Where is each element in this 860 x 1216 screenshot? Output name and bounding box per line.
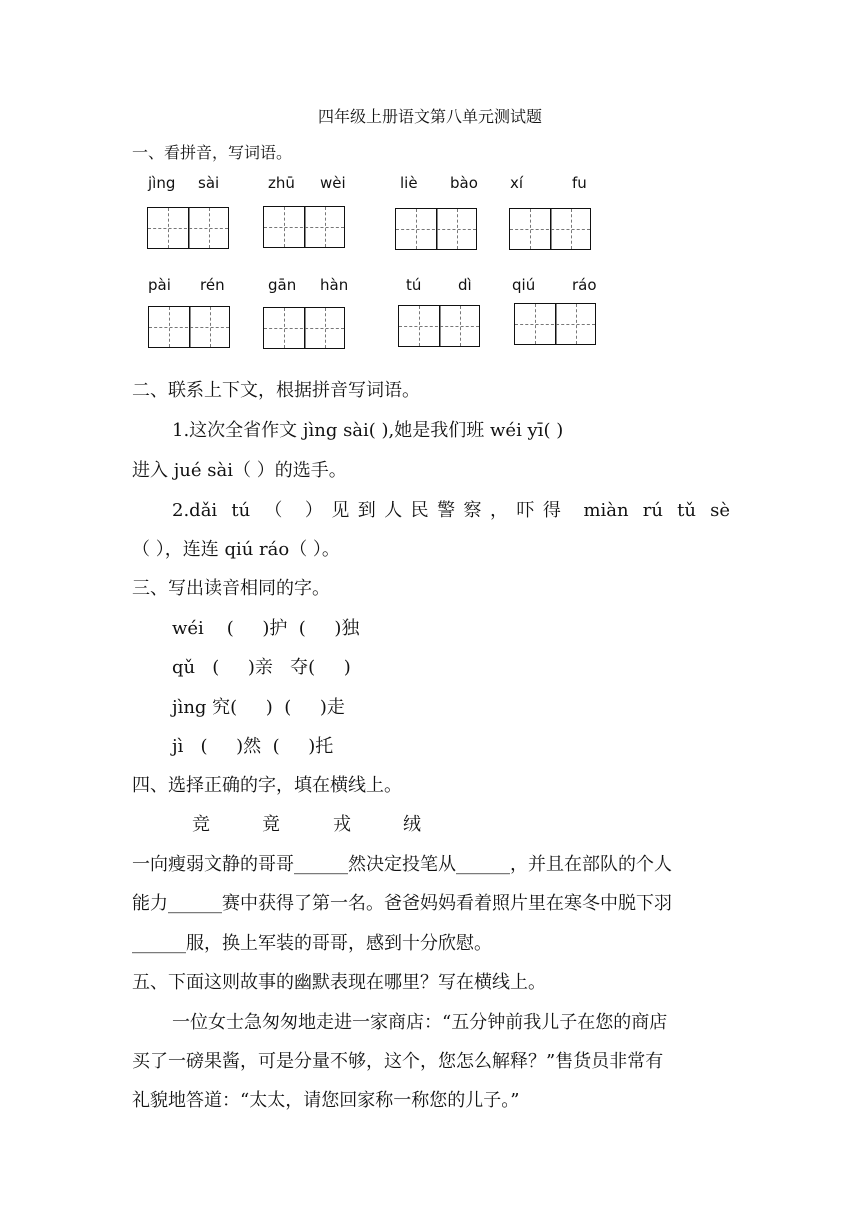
pinyin: pài [148, 276, 171, 294]
pinyin: jìng [148, 174, 176, 192]
section-2-heading: 二、联系上下文，根据拼音写词语。 [132, 380, 420, 401]
homophone-line: wéi ( )护 ( )独 [172, 618, 360, 639]
pinyin: sài [198, 174, 220, 192]
writing-grid[interactable] [263, 307, 345, 349]
writing-grid[interactable] [398, 305, 480, 347]
pinyin: ráo [572, 276, 597, 294]
section-4-heading: 四、选择正确的字，填在横线上。 [132, 775, 402, 796]
writing-grid[interactable] [395, 208, 477, 250]
paragraph-line: 能力______赛中获得了第一名。爸爸妈妈看着照片里在寒冬中脱下羽 [132, 893, 672, 914]
question-2-2-line-2: （ ），连连 qiú ráo（ ）。 [132, 539, 340, 560]
pinyin: tú [406, 276, 422, 294]
paragraph-line: ______服，换上军装的哥哥，感到十分欣慰。 [132, 933, 492, 954]
section-5-heading: 五、下面这则故事的幽默表现在哪里？写在横线上。 [132, 972, 546, 993]
pinyin: bào [450, 174, 478, 192]
section-3-heading: 三、写出读音相同的字。 [132, 578, 330, 599]
choice-char: 竞 [192, 814, 210, 835]
story-line: 买了一磅果酱，可是分量不够，这个，您怎么解释？”售货员非常有 [132, 1051, 664, 1072]
choice-char: 竟 [262, 814, 280, 835]
story-line: 一位女士急匆匆地走进一家商店：“五分钟前我儿子在您的商店 [172, 1012, 668, 1033]
choice-char: 戎 [333, 814, 351, 835]
pinyin: gān [268, 276, 297, 294]
story-line: 礼貌地答道：“太太，请您回家称一称您的儿子。” [132, 1090, 520, 1111]
pinyin: liè [400, 174, 418, 192]
question-2-1-line-2: 进入 jué sài（ ）的选手。 [132, 460, 347, 481]
page-title: 四年级上册语文第八单元测试题 [317, 107, 542, 126]
homophone-line: jì ( )然 ( )托 [172, 736, 334, 757]
question-2-2-line-1: 2.dǎi tú （ ）见到人民警察，吓得 miàn rú tǔ sè [172, 500, 730, 521]
section-1-heading: 一、看拼音，写词语。 [132, 143, 293, 162]
pinyin: fu [572, 174, 587, 192]
writing-grid[interactable] [514, 303, 596, 345]
writing-grid[interactable] [509, 208, 591, 250]
homophone-line: jìng 究( ) ( )走 [172, 697, 345, 718]
choice-char: 绒 [403, 814, 421, 835]
question-2-1-line-1: 1.这次全省作文 jìng sài( ),她是我们班 wéi yī( ) [172, 420, 564, 441]
writing-grid[interactable] [148, 306, 230, 348]
pinyin: zhū [268, 174, 295, 192]
pinyin: wèi [320, 174, 346, 192]
paragraph-line: 一向瘦弱文静的哥哥______然决定投笔从______，并且在部队的个人 [132, 854, 672, 875]
writing-grid[interactable] [263, 206, 345, 248]
homophone-line: qǔ ( )亲 夺( ) [172, 657, 351, 678]
pinyin: dì [458, 276, 472, 294]
pinyin: rén [200, 276, 225, 294]
pinyin: qiú [512, 276, 536, 294]
pinyin: hàn [320, 276, 349, 294]
writing-grid[interactable] [147, 207, 229, 249]
pinyin: xí [510, 174, 524, 192]
